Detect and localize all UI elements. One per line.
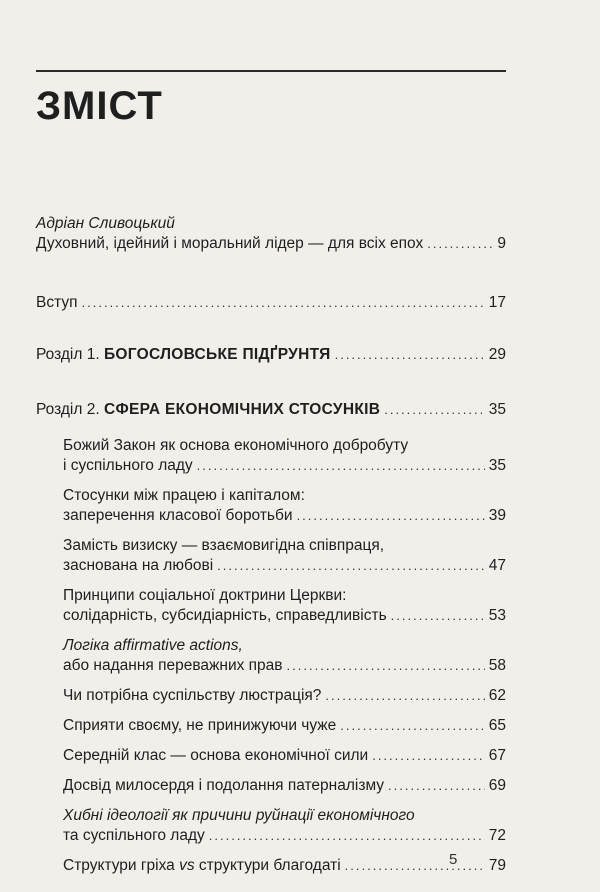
top-rule [36,70,506,72]
leader-dots [427,234,493,254]
chapter-title: БОГОСЛОВСЬКЕ ПІДҐРУНТЯ [103,346,331,363]
leader-dots [340,716,484,736]
toc-section[interactable] [63,586,506,626]
leader-dots [297,506,485,526]
section-page: 67 [488,747,506,764]
section-page: 47 [488,557,506,574]
entry-page: 17 [488,294,506,311]
section-title-line: Сприяти своєму, не принижуючи чуже [63,717,337,734]
section-page: 35 [488,457,506,474]
section-title-line: і суспільного ладу [63,457,193,474]
toc-section[interactable] [63,746,506,766]
section-title-line: Хибні ідеології як причини руйнації економічного [63,807,415,824]
toc-entry-author[interactable] [36,214,506,254]
leader-dots [391,606,485,626]
entry-page: 35 [488,401,506,418]
section-page: 65 [488,717,506,734]
section-title-line: Чи потрібна суспільству люстрація? [63,687,322,704]
leader-dots [82,293,485,313]
toc-entry-chapter-1[interactable] [36,345,506,365]
section-page: 39 [488,507,506,524]
chapter-2-sections [63,436,506,886]
toc-section[interactable] [63,686,506,706]
leader-dots [217,556,485,576]
toc-section[interactable] [63,776,506,796]
page-number: 5 [449,851,458,868]
leader-dots [287,656,485,676]
leader-dots [345,856,485,876]
toc-section[interactable] [63,436,506,476]
toc-section[interactable] [63,636,506,676]
section-page: 58 [488,657,506,674]
section-title-line: Середній клас — основа економічної сили [63,747,369,764]
section-page: 62 [488,687,506,704]
section-title-line: Структури гріха vs структури благодаті [63,857,341,874]
section-title-line: Стосунки між працею і капіталом: [63,487,305,504]
leader-dots [388,776,485,796]
section-title-line: заснована на любові [63,557,214,574]
leader-dots [335,345,485,365]
leader-dots [384,400,485,420]
section-title-line: Логіка affirmative actions, [63,637,243,654]
toc-section[interactable] [63,486,506,526]
chapter-title: СФЕРА ЕКОНОМІЧНИХ СТОСУНКІВ [103,401,381,418]
section-title-line: Досвід милосердя і подолання патерналізму [63,777,385,794]
chapter-prefix: Розділ 2. [36,401,100,418]
entry-author: Адріан Сливоцький [36,215,175,232]
section-page: 79 [488,857,506,874]
toc-entry-chapter-2[interactable] [36,400,506,420]
section-title-line: Замість визиску — взаємовигідна співпраця, [63,537,385,554]
toc-section[interactable] [63,806,506,846]
section-page: 69 [488,777,506,794]
entry-title: Духовний, ідейний і моральний лідер — для всіх епох [36,235,424,252]
section-page: 53 [488,607,506,624]
section-title-line: Принципи соціальної доктрини Церкви: [63,587,347,604]
toc-section[interactable] [63,856,506,876]
entry-page: 9 [497,235,506,252]
entry-page: 29 [488,346,506,363]
section-title-line: та суспільного ладу [63,827,205,844]
leader-dots [372,746,485,766]
leader-dots [325,686,484,706]
section-page: 72 [488,827,506,844]
toc-section[interactable] [63,716,506,736]
page-title: ЗМІСТ [36,84,163,128]
toc-section[interactable] [63,536,506,576]
entry-title: Вступ [36,294,78,311]
leader-dots [197,456,485,476]
section-title-line: солідарність, субсидіарність, справедливість [63,607,387,624]
toc-entry-intro[interactable] [36,293,506,313]
chapter-prefix: Розділ 1. [36,346,100,363]
section-title-line: або надання переважних прав [63,657,283,674]
section-title-line: заперечення класової боротьби [63,507,293,524]
leader-dots [209,826,485,846]
section-title-line: Божий Закон як основа економічного добробуту [63,437,409,454]
